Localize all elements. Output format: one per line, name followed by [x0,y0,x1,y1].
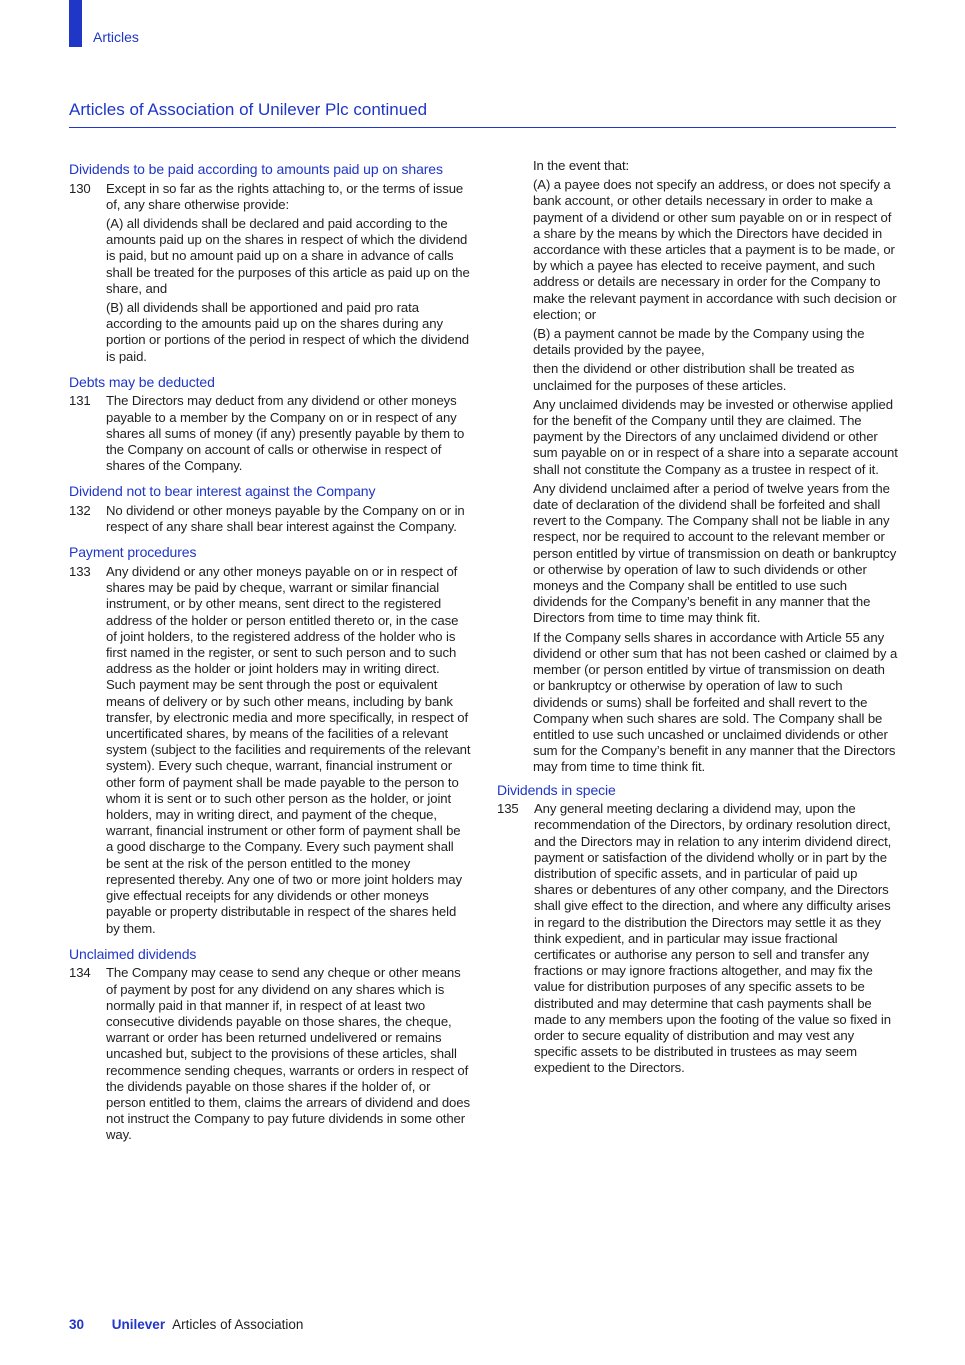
article-number: 131 [69,393,91,409]
article-text: The Company may cease to send any cheque or other means of payment by post for any dividend on any shares which is normally paid in that manner if, in respect of at least two consecutive dividends payable on those shares, the cheque, warrant or order has been returned undelivered or remains uncashed but, subject to the provisions of these articles, shall recommence sending cheques, warrants or orders in respect of the dividends payable on those shares if the holder of, or person entitled to them, claims the arrears of dividend and does not instruct the Company to pay future dividends in some other way. [106,965,470,1143]
paragraph: Any unclaimed dividends may be invested or otherwise applied for the benefit of the Company until they are claimed. The payment by the Directors of any unclaimed dividend or other sum payable on or in respect of a share into a separate account shall not constitute the Company as a trustee in respect of it. [533,396,898,477]
heading-article-131: Debts may be deducted [69,373,215,390]
article-number: 134 [69,965,91,981]
heading-article-132: Dividend not to bear interest against the Company [69,483,376,500]
page-title: Articles of Association of Unilever Plc continued [69,100,428,119]
page-footer [69,1317,303,1332]
paragraph: (B) a payment cannot be made by the Company using the details provided by the payee, [533,326,865,358]
article-text: Any general meeting declaring a dividend may, upon the recommendation of the Directors, by ordinary resolution direct, and the Directors may in relation to any interim dividend direct, payment or satisfaction of the dividend wholly or in part by the distribution of specific assets, and in particular of paid up shares or debentures of any other company, and the Directors shall give effect to the direction, and where any difficulty arises in regard to the distribution the Directors may settle it as they think expedient, and in particular may issue fractional certificates or authorise any person to sell and transfer any fractions or may ignore fractions altogether, and may fix the value for distribution purposes of any specific assets to be distributed and may determine that cash payments shall be made to any members upon the footing of the value so fixed in order to secure equality of distribution and may vest any specific assets to be distributed in trustees as may seem expedient to the Directors. [534,801,892,1076]
article-text: Any dividend or any other moneys payable on or in respect of shares may be paid by cheque, warrant or similar financial instrument, or by other means, sent direct to the registered address of the holder or person entitled thereto or, in the case of joint holders, to the registered address of the holder who is first named in the register, or sent to such person and to such address as the holder or joint holders may in writing direct. Such payment may be sent through the post or equivalent means of delivery or by such other means, including by bank transfer, by electronic media and more specifically, in respect of uncertificated shares, by means of the facilities of a relevant system (subject to the facilities and requirements of the relevant system). Every such cheque, warrant, financial instrument or other form of payment shall be made payable to the person to whom it is sent or to such other person as the holder, or joint holders, may in writing direct, and payment of the cheque, warrant, financial instrument or other form of payment shall be a good discharge to the Company. Every such payment shall be sent at the risk of the person entitled to the money represented thereby. Any one of two or more joint holders may give effectual receipts for any dividends or other moneys payable or property distributable in respect of the shares held by them. [106,564,471,936]
article-131 [69,393,471,477]
paragraph: If the Company sells shares in accordance with Article 55 any dividend or other sum that has not been cashed or claimed by a member (or person entitled by virtue of transmission on death or bankruptcy or otherwise by operation of law to such dividends or sums) shall be forfeited and shall revert to the Company when such shares are sold. The Company shall be entitled to use such uncashed or unclaimed dividends or other sum for the Company’s benefit in any manner that the Directors may from time to time think fit. [533,629,898,775]
header-tab-bar [69,0,82,47]
article-text: No dividend or other moneys payable by the Company on or in respect of any share shall bear interest against the Company. [106,503,465,535]
footer-brand: Unilever [111,1317,166,1332]
article-133 [69,564,471,940]
paragraph: In the event that: [533,158,630,173]
page-number: 30 [69,1317,85,1332]
left-column [69,158,471,1147]
article-135 [497,801,899,1079]
article-clause-b: (B) all dividends shall be apportioned and paid pro rata according to the amounts paid up on the shares during any portion or portions of the period in respect of which the dividend is paid. [106,300,470,364]
article-text: The Directors may deduct from any dividend or other moneys payable to a member by the Company on or in respect of any shares all sums of money (if any) presently payable by them to the Company on account of calls or otherwise in respect of shares of the Company. [106,393,465,474]
article-clause-a: (A) all dividends shall be declared and paid according to the amounts paid up on the shares in respect of which the dividend is paid, but no amount paid up on a share in advance of calls shall be treated for the purposes of this article as paid up on the share, and [106,216,470,296]
paragraph: (A) a payee does not specify an address, or does not specify a bank account, or other details necessary in order to make a payment of a dividend or other sum payable on or in respect of a share by the means by which the Directors have decided in accordance with these articles that a payment is to be made, or by which a payee has elected to receive payment, and such address or details are necessary in order for the Company to make the relevant payment in accordance with such decision or election; or [533,177,897,322]
article-130 [69,181,471,368]
heading-article-133: Payment procedures [69,544,197,561]
footer-document-title: Articles of Association [172,1317,304,1332]
article-number: 130 [69,180,91,196]
paragraph: then the dividend or other distribution shall be treated as unclaimed for the purposes of these articles. [533,361,855,393]
article-134 [69,965,471,1146]
right-column [497,158,899,1080]
title-divider [69,127,896,128]
article-132 [69,503,471,538]
heading-article-134: Unclaimed dividends [69,945,197,962]
paragraph: Any dividend unclaimed after a period of twelve years from the date of declaration of the dividend shall be forfeited and shall revert to the Company. The Company shall not be liable in any respect, nor be required to account to the relevant member or person entitled by virtue of transmission on death or bankruptcy or otherwise by operation of law to such dividends or other moneys and the Company shall be entitled to use such dividends for the Company’s benefit in any manner that the Directors from time to time may think fit. [533,480,897,626]
heading-article-135: Dividends in specie [497,781,616,798]
article-number: 135 [497,801,519,817]
section-tab-label: Articles [93,29,139,45]
heading-article-130: Dividends to be paid according to amounts paid up on shares [69,161,443,177]
article-number: 133 [69,564,91,580]
article-number: 132 [69,503,91,519]
article-text: Except in so far as the rights attaching to, or the terms of issue of, any share otherwise provide: [106,180,464,212]
